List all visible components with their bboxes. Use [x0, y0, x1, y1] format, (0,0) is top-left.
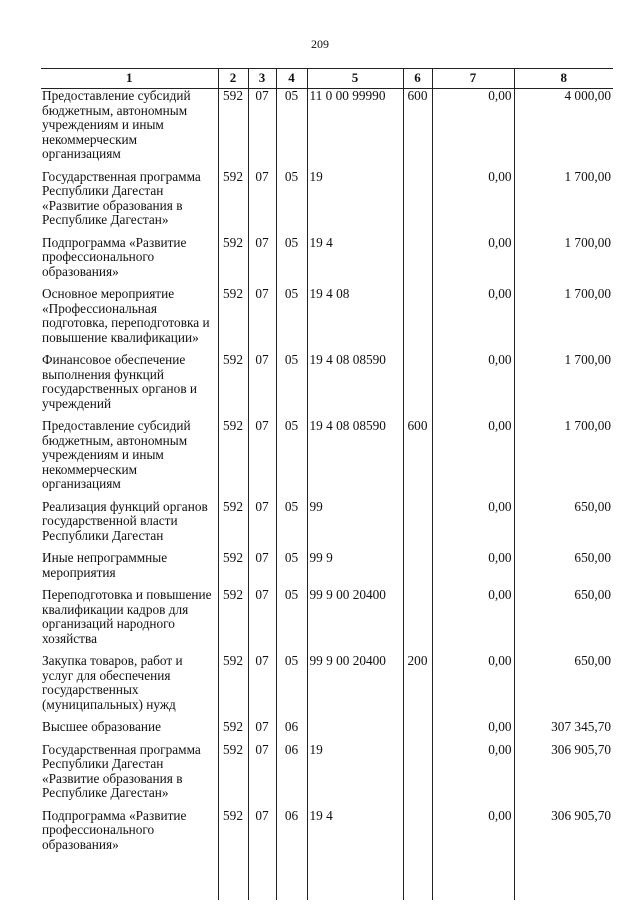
table-row — [41, 500, 613, 544]
page-number: 209 — [311, 37, 329, 51]
cell-name: Переподготовка и повышение квалификации кадров для организаций народного хозяйства — [41, 588, 218, 646]
spacer-cell — [403, 735, 432, 743]
cell-name: Государственная программа Республики Дагестан «Развитие образования в Республике Дагестан» — [41, 170, 218, 228]
cell-subsection-code: 05 — [276, 89, 307, 162]
cell-amount-col7: 0,00 — [432, 89, 514, 162]
cell-target-article: 11 0 00 99990 — [307, 89, 403, 162]
cell-amount-col8: 306 905,70 — [514, 809, 613, 853]
cell-target-article: 99 9 00 20400 — [307, 654, 403, 712]
table-row — [41, 353, 613, 411]
cell-subsection-code: 06 — [276, 720, 307, 735]
cell-subsection-code: 05 — [276, 654, 307, 712]
cell-name: Финансовое обеспечение выполнения функций государственных органов и учреждений — [41, 353, 218, 411]
spacer-cell — [432, 852, 514, 860]
cell-ministry-code: 592 — [218, 89, 248, 162]
table-row — [41, 743, 613, 801]
cell-ministry-code: 592 — [218, 500, 248, 544]
cell-expense-type — [403, 236, 432, 280]
cell-expense-type — [403, 743, 432, 801]
header-cell: 6 — [403, 69, 432, 89]
cell-amount-col7: 0,00 — [432, 551, 514, 580]
header-cell: 1 — [41, 69, 218, 89]
cell-subsection-code: 05 — [276, 551, 307, 580]
table-row — [41, 720, 613, 735]
cell-section-code: 07 — [248, 170, 276, 228]
spacer-cell — [276, 852, 307, 860]
table-row — [41, 287, 613, 345]
cell-amount-col7: 0,00 — [432, 170, 514, 228]
header-cell: 3 — [248, 69, 276, 89]
cell-target-article: 19 — [307, 170, 403, 228]
table-row — [41, 419, 613, 492]
cell-subsection-code: 05 — [276, 419, 307, 492]
cell-ministry-code: 592 — [218, 654, 248, 712]
cell-expense-type — [403, 551, 432, 580]
spacer-cell — [403, 162, 432, 170]
cell-expense-type — [403, 809, 432, 853]
header-cell: 7 — [432, 69, 514, 89]
cell-section-code: 07 — [248, 89, 276, 162]
cell-section-code: 07 — [248, 551, 276, 580]
tail-cell — [218, 860, 248, 900]
cell-amount-col8: 1 700,00 — [514, 170, 613, 228]
cell-amount-col8: 1 700,00 — [514, 419, 613, 492]
table-row — [41, 89, 613, 162]
cell-amount-col7: 0,00 — [432, 419, 514, 492]
table-row — [41, 236, 613, 280]
tail-cell — [432, 860, 514, 900]
cell-section-code: 07 — [248, 720, 276, 735]
table-row — [41, 588, 613, 646]
table-row — [41, 654, 613, 712]
cell-name: Подпрограмма «Развитие профессионального образования» — [41, 809, 218, 853]
cell-name: Предоставление субсидий бюджетным, автономным учреждениям и иным некоммерческим организациям — [41, 89, 218, 162]
cell-amount-col7: 0,00 — [432, 720, 514, 735]
spacer-cell — [403, 543, 432, 551]
cell-target-article: 19 4 08 08590 — [307, 353, 403, 411]
cell-section-code: 07 — [248, 236, 276, 280]
cell-subsection-code: 06 — [276, 809, 307, 853]
header-cell: 8 — [514, 69, 613, 89]
cell-target-article: 99 — [307, 500, 403, 544]
cell-subsection-code: 05 — [276, 588, 307, 646]
spacer-cell — [403, 345, 432, 353]
cell-ministry-code: 592 — [218, 551, 248, 580]
cell-expense-type — [403, 500, 432, 544]
tail-cell — [276, 860, 307, 900]
cell-amount-col8: 1 700,00 — [514, 236, 613, 280]
cell-ministry-code: 592 — [218, 170, 248, 228]
cell-name: Подпрограмма «Развитие профессионального образования» — [41, 236, 218, 280]
cell-subsection-code: 05 — [276, 236, 307, 280]
cell-name: Иные непрограммные мероприятия — [41, 551, 218, 580]
cell-subsection-code: 05 — [276, 287, 307, 345]
table-row — [41, 170, 613, 228]
cell-target-article: 19 4 — [307, 809, 403, 853]
cell-amount-col8: 4 000,00 — [514, 89, 613, 162]
cell-section-code: 07 — [248, 809, 276, 853]
cell-amount-col8: 1 700,00 — [514, 287, 613, 345]
cell-amount-col8: 650,00 — [514, 654, 613, 712]
spacer-cell — [403, 852, 432, 860]
cell-target-article: 99 9 — [307, 551, 403, 580]
spacer-cell — [403, 801, 432, 809]
cell-target-article: 19 4 08 — [307, 287, 403, 345]
cell-subsection-code: 05 — [276, 353, 307, 411]
cell-section-code: 07 — [248, 500, 276, 544]
cell-section-code: 07 — [248, 419, 276, 492]
cell-amount-col7: 0,00 — [432, 588, 514, 646]
cell-section-code: 07 — [248, 743, 276, 801]
cell-section-code: 07 — [248, 654, 276, 712]
cell-expense-type — [403, 720, 432, 735]
cell-name: Государственная программа Республики Дагестан «Развитие образования в Республике Дагестан» — [41, 743, 218, 801]
cell-name: Предоставление субсидий бюджетным, автономным учреждениям и иным некоммерческим организациям — [41, 419, 218, 492]
budget-table-container — [41, 68, 613, 905]
cell-name: Основное мероприятие «Профессиональная подготовка, переподготовка и повышение квалификации» — [41, 287, 218, 345]
cell-amount-col8: 1 700,00 — [514, 353, 613, 411]
cell-name: Реализация функций органов государственной власти Республики Дагестан — [41, 500, 218, 544]
spacer-cell — [514, 852, 613, 860]
cell-target-article: 19 4 08 08590 — [307, 419, 403, 492]
cell-name: Высшее образование — [41, 720, 218, 735]
spacer-cell — [248, 852, 276, 860]
spacer-cell — [41, 852, 218, 860]
cell-amount-col8: 650,00 — [514, 500, 613, 544]
spacer-cell — [307, 852, 403, 860]
cell-target-article: 19 4 — [307, 236, 403, 280]
tail-cell — [248, 860, 276, 900]
cell-amount-col8: 650,00 — [514, 551, 613, 580]
spacer-cell — [403, 279, 432, 287]
cell-section-code: 07 — [248, 287, 276, 345]
table-row — [41, 809, 613, 853]
budget-table — [41, 68, 613, 900]
table-tail — [41, 860, 613, 900]
cell-name: Закупка товаров, работ и услуг для обеспечения государственных (муниципальных) нужд — [41, 654, 218, 712]
cell-amount-col8: 650,00 — [514, 588, 613, 646]
cell-expense-type — [403, 588, 432, 646]
spacer-cell — [403, 492, 432, 500]
cell-amount-col7: 0,00 — [432, 353, 514, 411]
cell-ministry-code: 592 — [218, 353, 248, 411]
spacer-cell — [403, 712, 432, 720]
cell-expense-type — [403, 353, 432, 411]
spacer-cell — [403, 228, 432, 236]
tail-cell — [514, 860, 613, 900]
cell-subsection-code: 05 — [276, 170, 307, 228]
cell-ministry-code: 592 — [218, 287, 248, 345]
spacer-cell — [218, 852, 248, 860]
cell-expense-type — [403, 170, 432, 228]
cell-ministry-code: 592 — [218, 236, 248, 280]
cell-expense-type: 600 — [403, 89, 432, 162]
spacer-cell — [307, 712, 403, 720]
table-row — [41, 551, 613, 580]
cell-amount-col7: 0,00 — [432, 743, 514, 801]
cell-ministry-code: 592 — [218, 720, 248, 735]
cell-expense-type: 600 — [403, 419, 432, 492]
header-cell: 5 — [307, 69, 403, 89]
header-row — [41, 69, 613, 89]
cell-ministry-code: 592 — [218, 419, 248, 492]
header-cell: 2 — [218, 69, 248, 89]
cell-amount-col7: 0,00 — [432, 287, 514, 345]
tail-cell — [403, 860, 432, 900]
cell-section-code: 07 — [248, 353, 276, 411]
spacer-cell — [403, 580, 432, 588]
cell-target-article: 99 9 00 20400 — [307, 588, 403, 646]
cell-ministry-code: 592 — [218, 743, 248, 801]
cell-amount-col8: 306 905,70 — [514, 743, 613, 801]
row-spacer — [41, 852, 613, 860]
cell-expense-type — [403, 287, 432, 345]
cell-subsection-code: 05 — [276, 500, 307, 544]
cell-ministry-code: 592 — [218, 588, 248, 646]
cell-ministry-code: 592 — [218, 809, 248, 853]
cell-target-article: 19 — [307, 743, 403, 801]
tail-cell — [307, 860, 403, 900]
table-body — [41, 89, 613, 901]
header-cell: 4 — [276, 69, 307, 89]
cell-amount-col8: 307 345,70 — [514, 720, 613, 735]
cell-amount-col7: 0,00 — [432, 809, 514, 853]
cell-subsection-code: 06 — [276, 743, 307, 801]
cell-amount-col7: 0,00 — [432, 236, 514, 280]
cell-amount-col7: 0,00 — [432, 500, 514, 544]
cell-target-article — [307, 720, 403, 735]
cell-expense-type: 200 — [403, 654, 432, 712]
cell-section-code: 07 — [248, 588, 276, 646]
cell-amount-col7: 0,00 — [432, 654, 514, 712]
tail-cell — [41, 860, 218, 900]
